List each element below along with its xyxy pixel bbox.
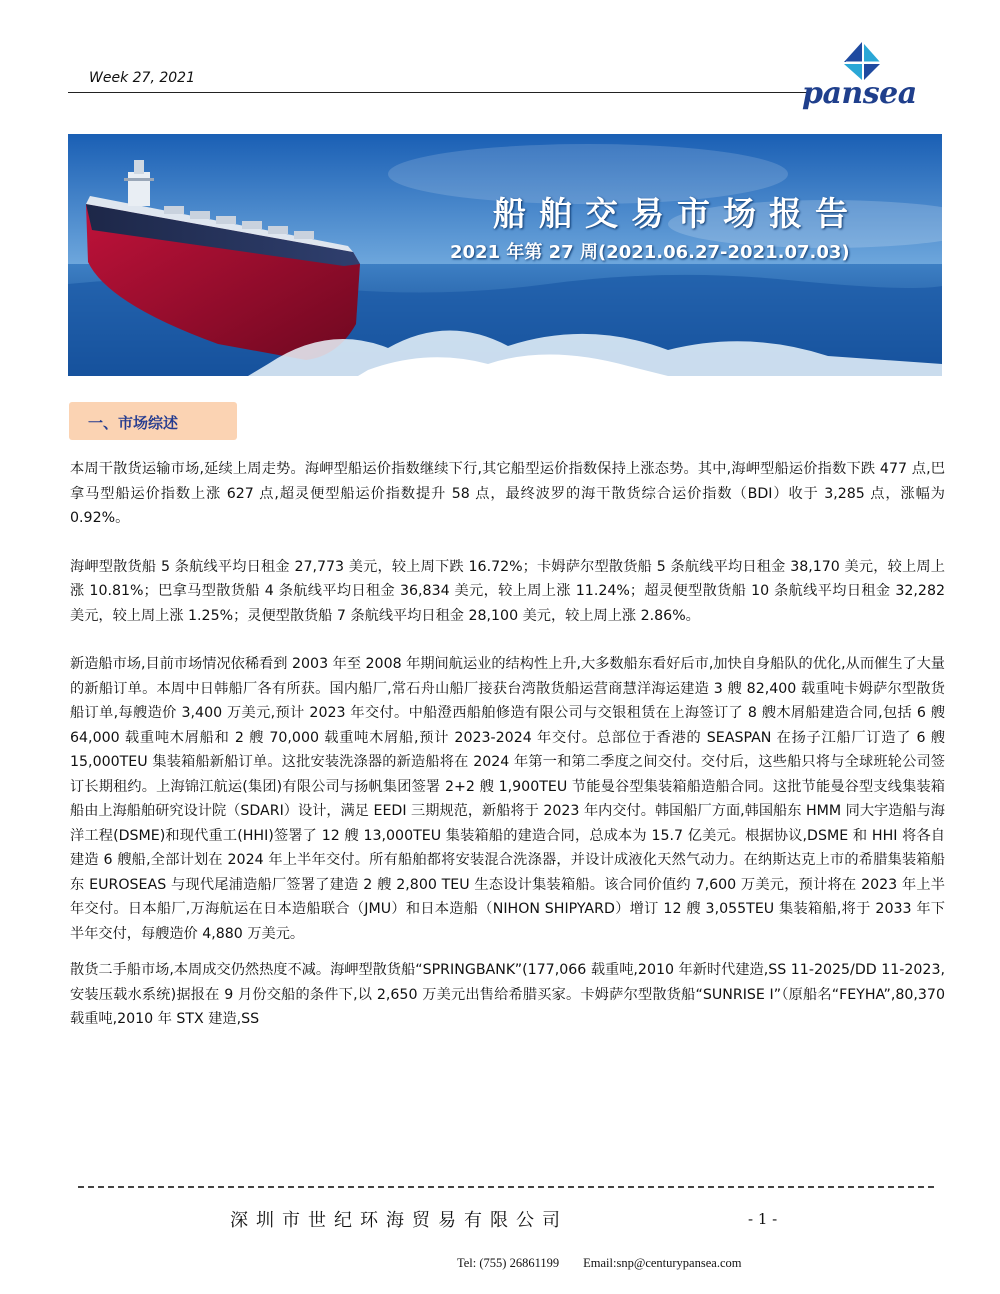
report-body — [70, 457, 945, 1056]
header-rule — [68, 92, 810, 93]
report-banner — [68, 134, 942, 376]
banner-subtitle: 2021 年第 27 周(2021.06.27-2021.07.03) — [450, 242, 850, 263]
section-heading-market-overview — [69, 402, 237, 440]
footer-divider — [78, 1186, 934, 1188]
week-label: Week 27, 2021 — [89, 70, 195, 86]
footer-contact — [457, 1256, 741, 1271]
pansea-logo — [800, 40, 930, 111]
page-number: - 1 - — [748, 1210, 778, 1228]
logo-wordmark: pansea — [802, 76, 917, 111]
footer-email: Email:snp@centurypansea.com — [583, 1256, 742, 1270]
paragraph-dry-bulk: 本周干散货运输市场,延续上周走势。海岬型船运价指数继续下行,其它船型运价指数保持上涨态势。其中,海岬型船运价指数下跌 477 点,巴拿马型船运价指数上涨 627 点,超灵便型船运价指数提升 58 点，最终波罗的海干散货综合运价指数（BDI）收于 3,285 点，涨幅为 0.92%。 — [70, 461, 945, 526]
footer-tel: Tel: (755) 26861199 — [457, 1256, 560, 1270]
paragraph-charter-rates: 海岬型散货船 5 条航线平均日租金 27,773 美元，较上周下跌 16.72%；卡姆萨尔型散货船 5 条航线平均日租金 38,170 美元，较上周上涨 10.81%；巴拿马型散货船 4 条航线平均日租金 36,834 美元，较上周上涨 11.24%；超灵便型散货船 10 条航线平均日租金 32,282 美元，较上周上涨 1.25%；灵便型散货船 7 条航线平均日租金 28,100 美元，较上周上涨 2.86%。 — [70, 558, 945, 624]
paragraph-newbuilding: 新造船市场,目前市场情况依稀看到 2003 年至 2008 年期间航运业的结构性上升,大多数船东看好后市,加快自身船队的优化,从而催生了大量的新船订单。本周中日韩船厂各有所获。国内船厂,常石舟山船厂接获台湾散货船运营商慧洋海运建造 3 艘 82,400 载重吨卡姆萨尔型散货船订单,每艘造价 3,400 万美元,预计 2023 年交付。中船澄西船舶修造有限公司与交银租赁在上海签订了 8 艘木屑船建造合同,包括 6 艘 64,000 载重吨木屑船和 2 艘 70,000 载重吨木屑船,预计 2023-2024 年交付。总部位于香港的 SEASPAN 在扬子江船厂订造了 6 艘 15,000TEU 集装箱船新船订单。这批安装洗涤器的新造船将在 2024 年第一和第二季度之间交付。交付后，这些船只将与全球班轮公司签订长期租约。上海锦江航运(集团)有限公司与扬帆集团签署 2+2 艘 1,900TEU 节能曼谷型集装箱船造船合同。这批节能曼谷型支线集装箱船由上海船舶研究设计院（SDARI）设计，满足 EEDI 三期规范，新船将于 2023 年内交付。韩国船厂方面,韩国船东 HMM 同大宇造船与海洋工程(DSME)和现代重工(HHI)签署了 12 艘 13,000TEU 集装箱船的建造合同，总成本为 15.7 亿美元。根据协议,DSME 和 HHI 将各自建造 6 艘船,全部计划在 2024 年上半年交付。所有船舶都将安装混合洗涤器，并设计成液化天然气动力。在纳斯达克上市的希腊集装箱船东 EUROSEAS 与现代尾浦造船厂签署了建造 2 艘 2,800 TEU 生态设计集装箱船。该合同价值约 7,600 万美元，预计将在 2023 年上半年交付。日本船厂,万海航运在日本造船联合（JMU）和日本造船（NIHON SHIPYARD）增订 12 艘 3,055TEU 集装箱船,将于 2033 年下半年交付，每艘造价 4,880 万美元。 — [70, 656, 945, 942]
paragraph-secondhand: 散货二手船市场,本周成交仍然热度不减。海岬型散货船“SPRINGBANK”(177,066 载重吨,2010 年新时代建造,SS 11-2025/DD 11-2023,安装压载水系统)据报在 9 月份交船的条件下,以 2,650 万美元出售给希腊买家。卡姆萨尔型散货船“SUNRISE I”（原船名“FEYHA”,80,370 载重吨,2010 年 STX 建造,SS — [70, 962, 945, 1027]
footer-company: 深圳市世纪环海贸易有限公司 — [230, 1210, 568, 1231]
section-title: 一、市场综述 — [88, 414, 179, 432]
banner-title: 船舶交易市场报告 — [493, 194, 861, 233]
